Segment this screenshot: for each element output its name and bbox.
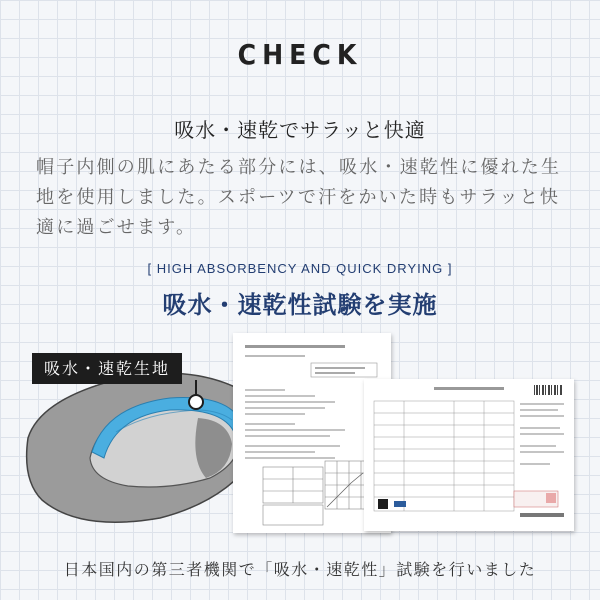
inspection-certificate-document [364,379,574,531]
feature-description: 帽子内側の肌にあたる部分には、吸水・速乾性に優れた生地を使用しました。スポーツで汗をかいた時もサラッと快適に過ごせます。 [36,157,562,238]
check-title: CHECK [237,38,363,71]
feature-subtitle: 吸水・速乾でサラッと快適 [174,118,426,142]
footer-caption: 日本国内の第三者機関で「吸水・速乾性」試験を行いました [63,560,537,579]
cap-fabric-label: 吸水・速乾生地 [32,353,182,384]
test-heading: 吸水・速乾性試験を実施 [162,291,438,319]
label-pointer-dot [189,395,203,409]
test-english-label: [ HIGH ABSORBENCY AND QUICK DRYING ] [147,261,453,276]
